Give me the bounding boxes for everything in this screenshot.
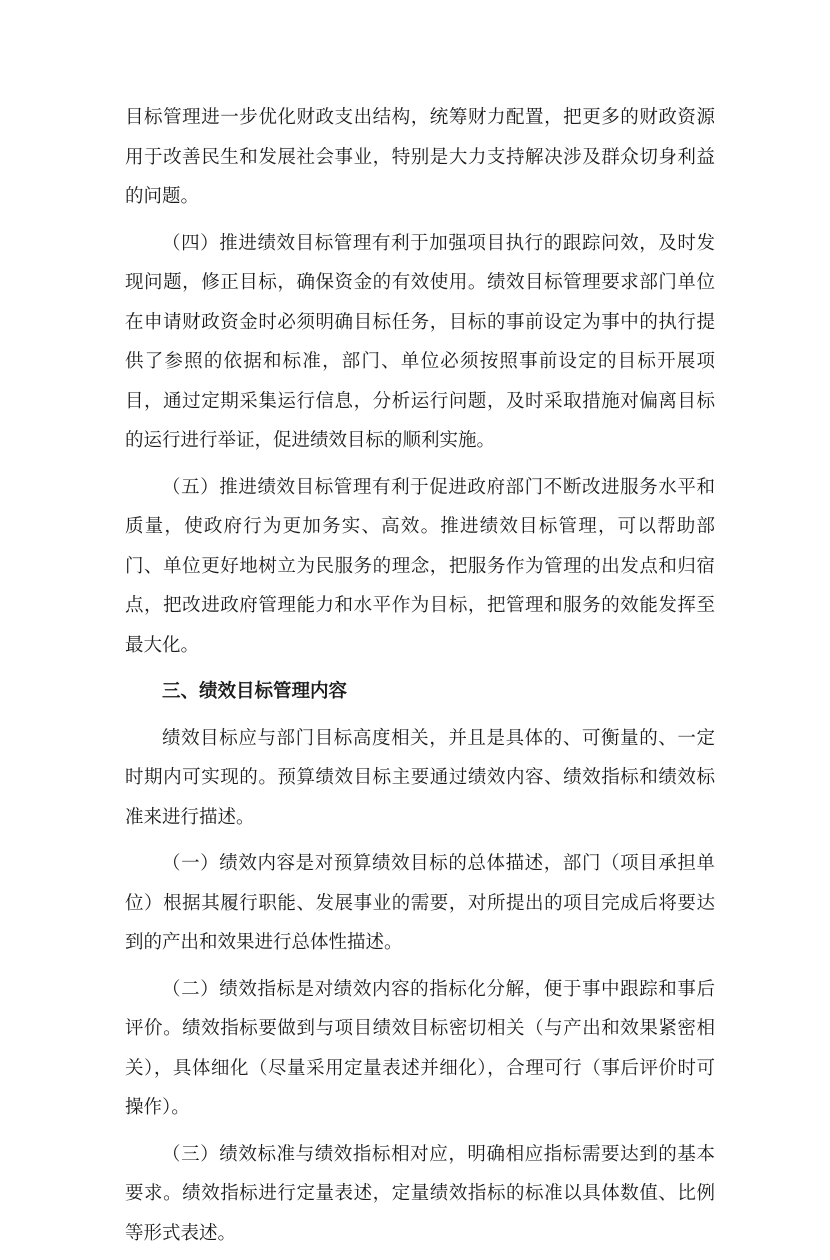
paragraph-item-4: （四）推进绩效目标管理有利于加强项目执行的跟踪问效，及时发现问题，修正目标，确保资金的有效使用。绩效目标管理要求部门单位在申请财政资金时必须明确目标任务，目标的事前设定为事中的执行提供了参照的依据和标准，部门、单位必须按照事前设定的目标开展项目，通过定期采集运行信息，分析运行问题，及时采取措施对偏离目标的运行进行举证，促进绩效目标的顺利实施。 [125,232,715,451]
section-intro-paragraph: 绩效目标应与部门目标高度相关，并且是具体的、可衡量的、一定时期内可实现的。预算绩效目标主要通过绩效内容、绩效指标和绩效标准来进行描述。 [125,727,715,828]
paragraph-continuation: 目标管理进一步优化财政支出结构，统筹财力配置，把更多的财政资源用于改善民生和发展社会事业，特别是大力支持解决涉及群众切身利益的问题。 [125,107,715,207]
paragraph-content-2: （二）绩效指标是对绩效内容的指标化分解，便于事中跟踪和事后评价。绩效指标要做到与项目绩效目标密切相关（与产出和效果紧密相关），具体细化（尽量采用定量表述并细化），合理可行（事后评价时可操作）。 [125,978,715,1118]
paragraph-content-1: （一）绩效内容是对预算绩效目标的总体描述，部门（项目承担单位）根据其履行职能、发展事业的需要，对所提出的项目完成后将要达到的产出和效果进行总体性描述。 [125,853,715,953]
section-heading: 三、绩效目标管理内容 [162,681,348,702]
document-page [125,98,715,1260]
paragraph-content-3: （三）绩效标准与绩效指标相对应，明确相应指标需要达到的基本要求。绩效指标进行定量表述，定量绩效指标的标准以具体数值、比例等形式表述。 [125,1143,715,1244]
paragraph-item-5: （五）推进绩效目标管理有利于促进政府部门不断改进服务水平和质量，使政府行为更加务实、高效。推进绩效目标管理，可以帮助部门、单位更好地树立为民服务的理念，把服务作为管理的出发点和归宿点，把改进政府管理能力和水平作为目标，把管理和服务的效能发挥至最大化。 [125,476,715,656]
